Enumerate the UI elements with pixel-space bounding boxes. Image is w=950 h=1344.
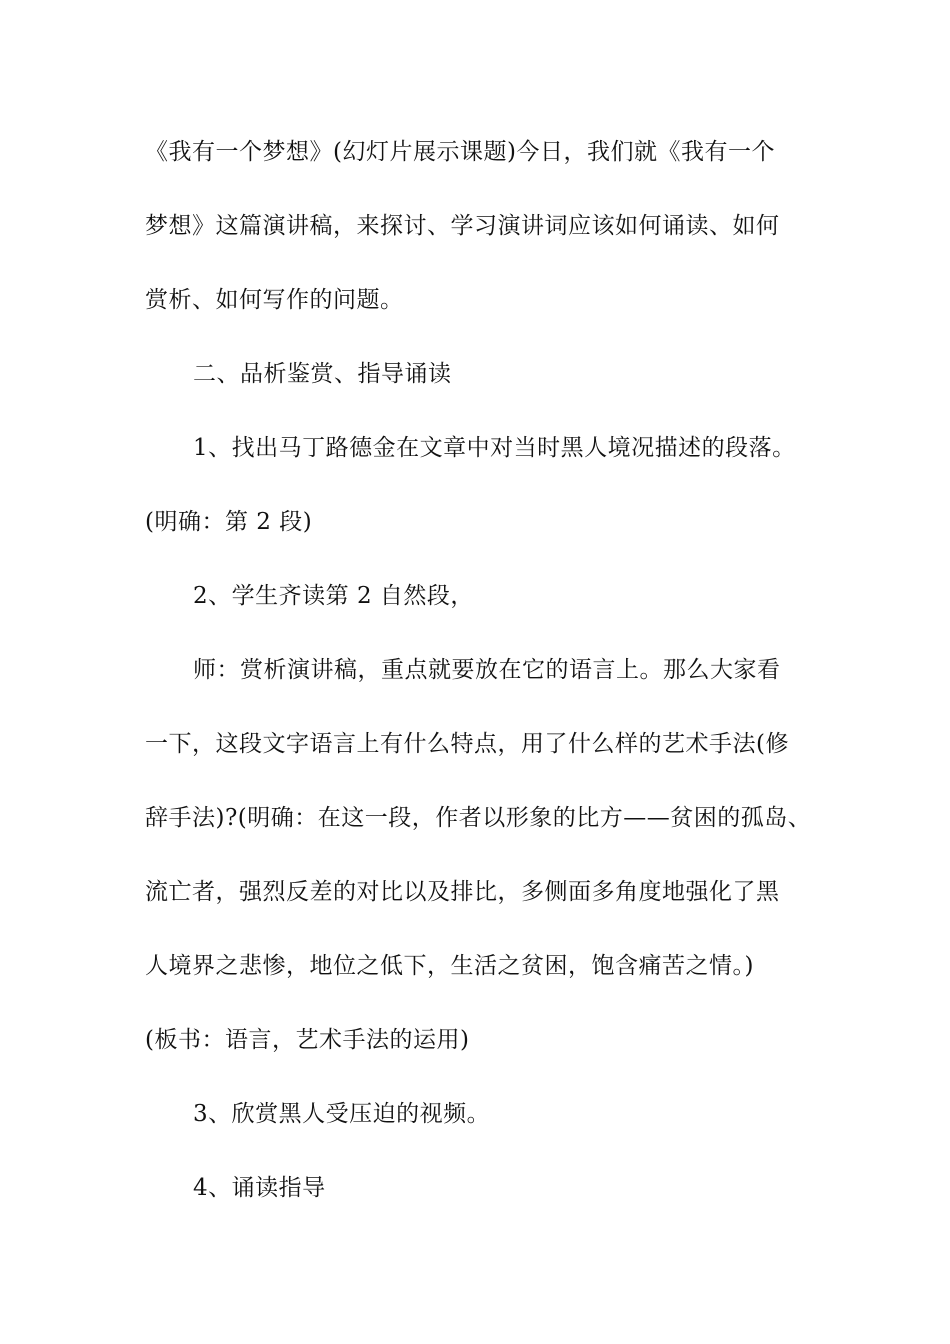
paragraph-line: 《我有一个梦想》(幻灯片展示课题)今日，我们就《我有一个	[145, 139, 775, 165]
paragraph-line: 梦想》这篇演讲稿，来探讨、学习演讲词应该如何诵读、如何	[145, 213, 780, 239]
list-item: 2、学生齐读第 2 自然段，	[193, 583, 474, 609]
section-heading: 二、品析鉴赏、指导诵读	[193, 361, 452, 387]
paragraph-line: (板书：语言，艺术手法的运用)	[145, 1027, 470, 1053]
paragraph-line: 辞手法)?(明确：在这一段，作者以形象的比方——贫困的孤岛、	[145, 805, 812, 831]
list-item: 4、诵读指导	[193, 1175, 326, 1201]
list-item: 1、找出马丁路德金在文章中对当时黑人境况描述的段落。	[193, 435, 796, 461]
list-item: 3、欣赏黑人受压迫的视频。	[193, 1101, 491, 1127]
paragraph-line: 流亡者，强烈反差的对比以及排比，多侧面多角度地强化了黑	[145, 879, 780, 905]
paragraph-line: 人境界之悲惨，地位之低下，生活之贫困，饱含痛苦之情。)	[145, 953, 754, 979]
paragraph-line: 师：赏析演讲稿，重点就要放在它的语言上。那么大家看	[193, 657, 781, 683]
paragraph-line: (明确：第 2 段)	[145, 509, 313, 535]
paragraph-line: 一下，这段文字语言上有什么特点，用了什么样的艺术手法(修	[145, 731, 789, 757]
paragraph-line: 赏析、如何写作的问题。	[145, 287, 404, 313]
